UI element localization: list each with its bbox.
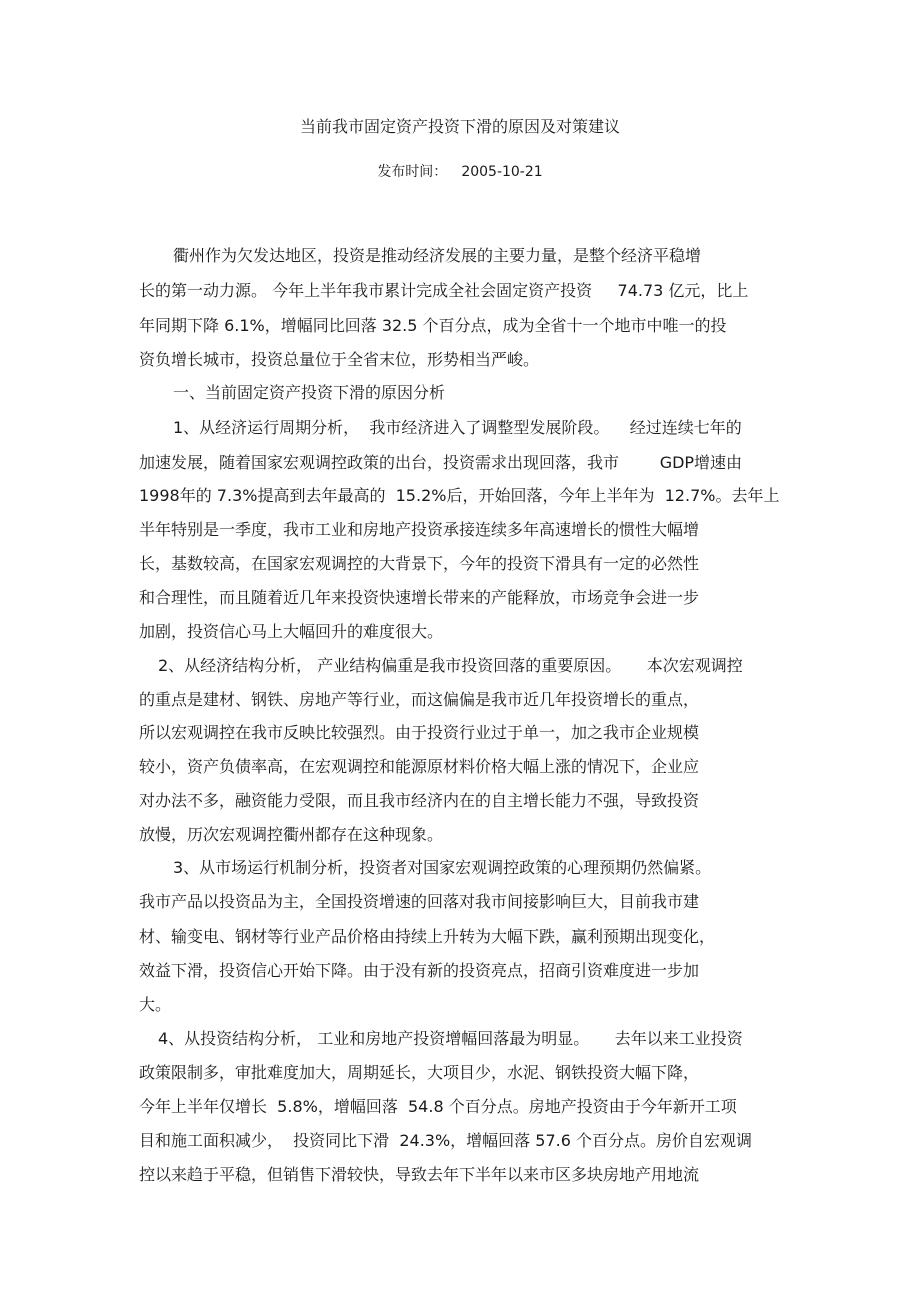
body-line: 年同期下降 6.1%，增幅同比回落 32.5 个百分点，成为全省十一个地市中唯一的投 xyxy=(139,316,727,335)
body-line: 2、从经济结构分析， 产业结构偏重是我市投资回落的重要原因。 本次宏观调控 xyxy=(158,656,743,675)
publish-label: 发布时间： xyxy=(377,164,448,180)
body-line: 政策限制多，审批难度加大，周期延长，大项目少，水泥、钢铁投资大幅下降， xyxy=(139,1063,700,1082)
body-line: 4、从投资结构分析， 工业和房地产投资增幅回落最为明显。 去年以来工业投资 xyxy=(158,1029,743,1048)
body-line: 1、从经济运行周期分析， 我市经济进入了调整型发展阶段。 经过连续七年的 xyxy=(173,418,742,437)
body-line: 的重点是建材、钢铁、房地产等行业，而这偏偏是我市近几年投资增长的重点， xyxy=(139,690,700,709)
body-line: 目和施工面积减少， 投资同比下滑 24.3%，增幅回落 57.6 个百分点。房价自宏观调 xyxy=(139,1131,752,1150)
body-line: 控以来趋于平稳，但销售下滑较快，导致去年下半年以来市区多块房地产用地流 xyxy=(139,1165,700,1184)
body-line: 长的第一动力源。 今年上半年我市累计完成全社会固定资产投资 74.73 亿元，比上 xyxy=(139,281,749,300)
body-line: 加速发展，随着国家宏观调控政策的出台，投资需求出现回落，我市 GDP增速由 xyxy=(139,453,743,472)
body-line: 资负增长城市，投资总量位于全省末位，形势相当严峻。 xyxy=(139,350,540,369)
body-line: 较小，资产负债率高，在宏观调控和能源原材料价格大幅上涨的情况下，企业应 xyxy=(139,757,700,776)
section-heading: 一、当前固定资产投资下滑的原因分析 xyxy=(173,383,446,402)
body-line: 所以宏观调控在我市反映比较强烈。由于投资行业过于单一，加之我市企业规模 xyxy=(139,723,700,742)
body-line: 长，基数较高，在国家宏观调控的大背景下，今年的投资下滑具有一定的必然性 xyxy=(139,554,700,573)
body-line: 和合理性，而且随着近几年来投资快速增长带来的产能释放，市场竞争会进一步 xyxy=(139,588,700,607)
body-line: 大。 xyxy=(139,995,172,1014)
publish-date: 2005-10-21 xyxy=(461,164,543,180)
body-line: 衢州作为欠发达地区，投资是推动经济发展的主要力量，是整个经济平稳增 xyxy=(173,246,702,265)
body-line: 效益下滑，投资信心开始下降。由于没有新的投资亮点，招商引资难度进一步加 xyxy=(139,961,700,980)
document-title: 当前我市固定资产投资下滑的原因及对策建议 xyxy=(299,117,620,136)
body-line: 放慢，历次宏观调控衢州都存在这种现象。 xyxy=(139,825,444,844)
body-line: 3、从市场运行机制分析，投资者对国家宏观调控政策的心理预期仍然偏紧。 xyxy=(173,858,712,877)
body-line: 半年特别是一季度，我市工业和房地产投资承接连续多年高速增长的惯性大幅增 xyxy=(139,520,700,539)
body-line: 今年上半年仅增长 5.8%，增幅回落 54.8 个百分点。房地产投资由于今年新开工项 xyxy=(139,1097,737,1116)
body-line: 加剧，投资信心马上大幅回升的难度很大。 xyxy=(139,622,444,641)
body-line: 材、输变电、钢材等行业产品价格由持续上升转为大幅下跌，赢利预期出现变化， xyxy=(139,927,716,946)
body-line: 对办法不多，融资能力受限，而且我市经济内在的自主增长能力不强，导致投资 xyxy=(139,791,700,810)
body-line: 我市产品以投资品为主，全国投资增速的回落对我市间接影响巨大，目前我市建 xyxy=(139,892,700,911)
body-line: 1998年的 7.3%提高到去年最高的 15.2%后，开始回落，今年上半年为 12.7%。去年上 xyxy=(139,486,780,505)
